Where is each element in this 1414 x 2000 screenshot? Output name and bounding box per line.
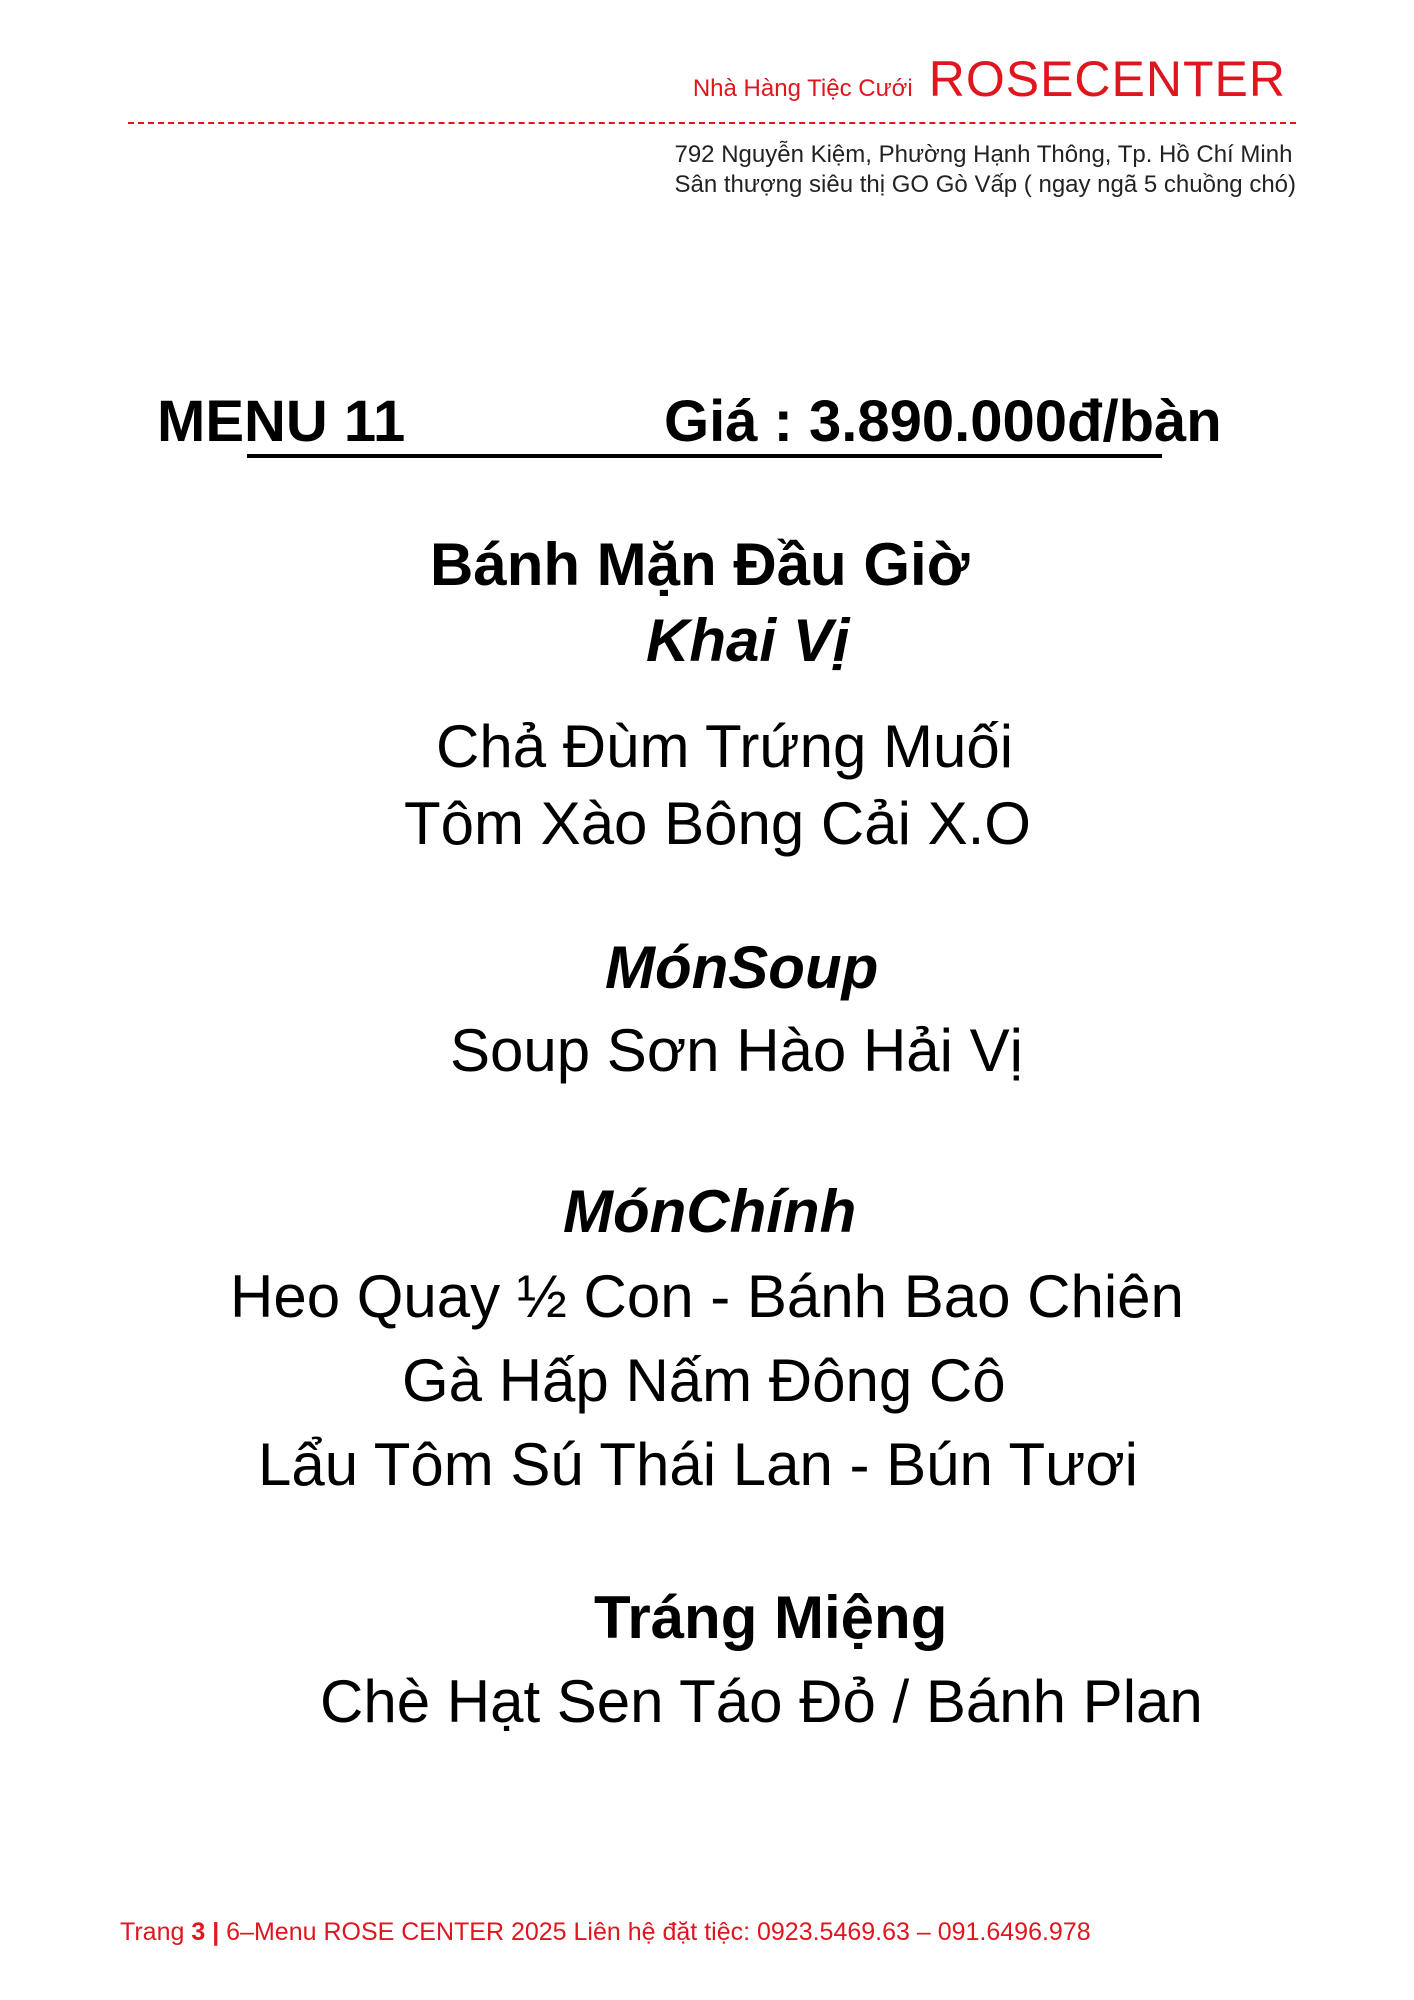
- address-line-2: Sân thượng siêu thị GO Gò Vấp ( ngay ngã 5 chuồng chó): [674, 171, 1296, 198]
- header-divider: [128, 122, 1296, 124]
- menu-price: Giá : 3.890.000đ/bàn: [664, 389, 1222, 454]
- brand-subtitle: Nhà Hàng Tiệc Cưới: [692, 75, 913, 102]
- footer-separator: |: [212, 1918, 220, 1946]
- page-footer: [120, 1918, 1091, 1947]
- menu-title: MENU 11: [157, 389, 406, 454]
- footer-page-number: 3: [191, 1918, 206, 1946]
- footer-page-label: Trang: [120, 1918, 185, 1946]
- restaurant-brand: [693, 50, 1286, 108]
- address-block: [674, 140, 1296, 200]
- footer-contact: 6–Menu ROSE CENTER 2025 Liên hệ đặt tiệc: 0923.5469.63 – 091.6496.978: [226, 1918, 1091, 1946]
- address-line-1: 792 Nguyễn Kiệm, Phường Hạnh Thông, Tp. Hồ Chí Minh: [674, 141, 1293, 168]
- brand-name: ROSECENTER: [928, 51, 1286, 107]
- title-underline: [247, 454, 1162, 458]
